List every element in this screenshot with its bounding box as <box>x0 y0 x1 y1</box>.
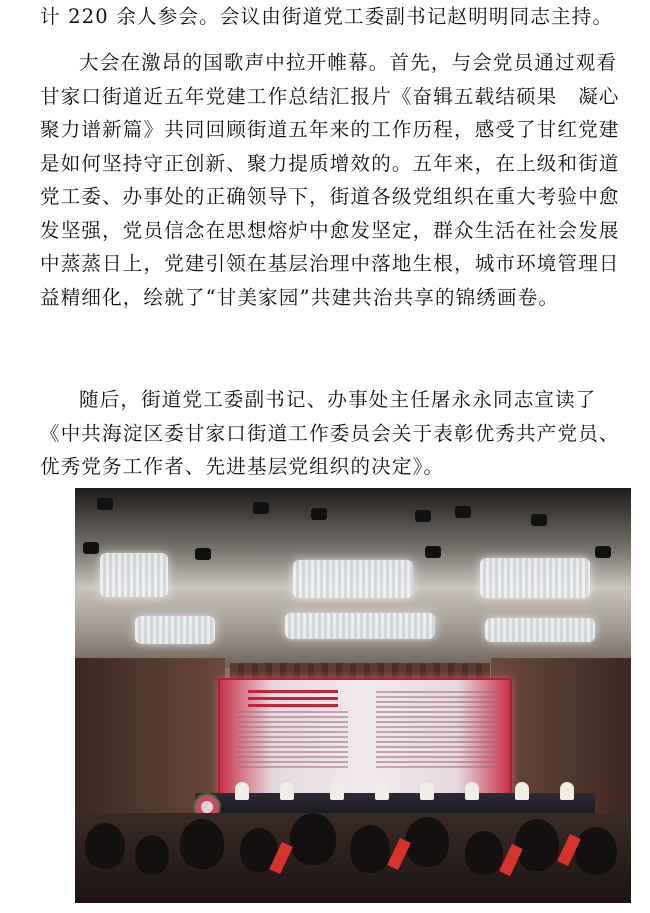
chandelier <box>485 618 595 642</box>
projection-screen <box>218 678 512 797</box>
chandelier <box>480 558 590 598</box>
screen-left-panel <box>238 686 348 790</box>
rostrum-person <box>280 782 294 800</box>
rostrum-person <box>515 782 529 800</box>
audience <box>75 813 631 903</box>
stage-spotlight <box>83 542 99 554</box>
stage-spotlight <box>425 546 441 558</box>
chandelier <box>285 613 435 639</box>
stage-spotlight <box>531 514 547 526</box>
paragraph-announcement: 随后，街道党工委副书记、办事处主任屠永永同志宣读了《中共海淀区委甘家口街道工作委员会关于表彰优秀共产党员、优秀党务工作者、先进基层党组织的决定》。 <box>40 388 620 478</box>
rostrum-person <box>465 782 479 800</box>
rostrum-person <box>235 782 249 800</box>
rostrum-person <box>330 782 344 800</box>
rostrum-table <box>195 793 595 815</box>
stage-spotlight <box>455 506 471 518</box>
rostrum-person <box>560 782 574 800</box>
stage-spotlight <box>253 502 269 514</box>
chandelier <box>100 553 168 597</box>
chandelier <box>135 616 215 644</box>
meeting-photo <box>75 488 631 903</box>
stage-spotlight <box>195 548 211 560</box>
paragraph-opening: 大会在激昂的国歌声中拉开帷幕。首先，与会党员通过观看甘家口街道近五年党建工作总结汇报片《奋辑五载结硕果 凝心聚力谱新篇》共同回顾街道五年来的工作历程，感受了甘红党建是如何坚持守正创新、聚力提质增效的。五年来，在上级和街道党工委、办事处的正确领导下，街道各级党组织在重大考验中愈发坚强，党员信念在思想熔炉中愈发坚定，群众生活在社会发展中蒸蒸日上，党建引领在基层治理中落地生根，城市环境管理日益精细化，绘就了“甘美家园”共建共治共享的锦绣画卷。 <box>40 51 620 309</box>
stage-spotlight <box>311 508 327 520</box>
screen-right-panel <box>376 688 496 788</box>
paragraph-attendance: 计 220 余人参会。会议由街道党工委副书记赵明明同志主持。 <box>40 5 614 28</box>
rostrum-person <box>375 782 389 800</box>
stage-spotlight <box>595 546 611 558</box>
rostrum-person <box>420 782 434 800</box>
chandelier <box>293 560 413 598</box>
stage-spotlight <box>415 510 431 522</box>
stage-spotlight <box>97 498 113 510</box>
